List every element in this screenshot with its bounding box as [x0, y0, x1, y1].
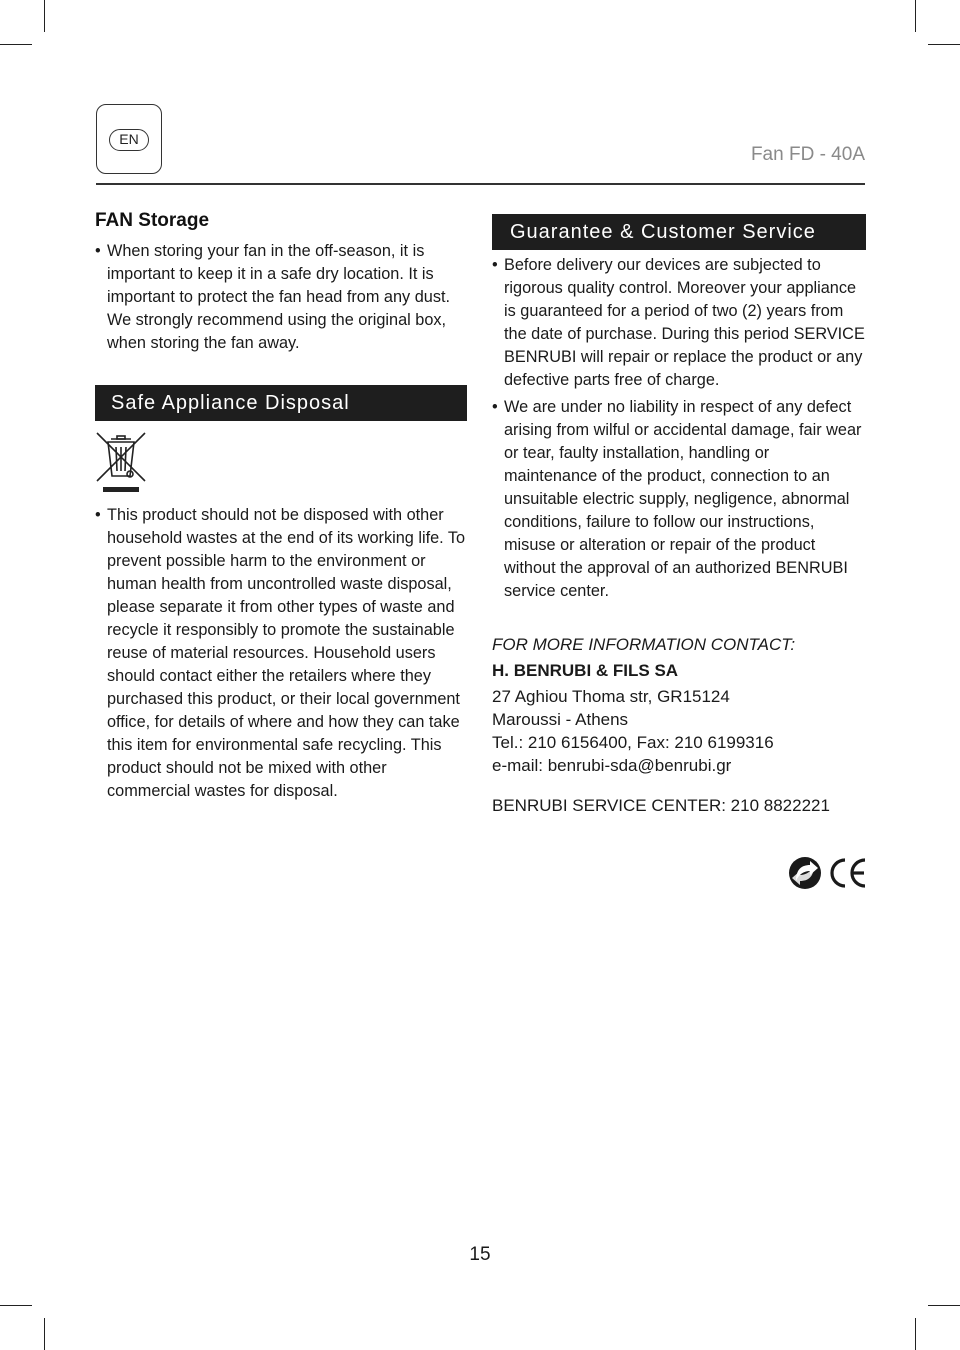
contact-address-street: 27 Aghiou Thoma str, GR15124	[492, 687, 730, 706]
left-column	[95, 210, 470, 803]
guarantee-text-2: • We are under no liability in respect of any defect arising from wilful or accidental damage, fair wear or tear, faulty installation, handling or maintenance of the product, connection to an unsuitable electric supply, negligence, abnormal conditions, failure to follow our instructions, misuse or alteration or repair of the product without the approval of an authorized BENRUBI service center.	[492, 396, 866, 603]
contact-phone: Tel.: 210 6156400, Fax: 210 6199316	[492, 733, 774, 752]
crop-mark	[928, 1305, 960, 1306]
language-code: EN	[109, 129, 149, 151]
contact-company: H. BENRUBI & FILS SA	[492, 661, 679, 680]
service-center: BENRUBI SERVICE CENTER: 210 8822221	[492, 796, 830, 815]
crop-mark	[915, 1318, 916, 1350]
crop-mark	[928, 44, 960, 45]
crop-mark	[915, 0, 916, 32]
crop-mark	[44, 0, 45, 32]
contact-address-city: Maroussi - Athens	[492, 710, 629, 729]
disposal-title: Safe Appliance Disposal	[95, 385, 467, 421]
header-divider	[96, 183, 865, 185]
guarantee-title: Guarantee & Customer Service	[492, 214, 866, 250]
contact-heading: FOR MORE INFORMATION CONTACT:	[492, 635, 796, 654]
storage-text: • When storing your fan in the off-season, it is important to keep it in a safe dry location. It is important to protect the fan head from any dust. We strongly recommend using the original box, when storing the fan away.	[95, 240, 470, 355]
ce-mark-icon	[832, 860, 865, 886]
crop-mark	[0, 1305, 32, 1306]
model-name: Fan FD - 40A	[750, 144, 865, 165]
page-number: 15	[469, 1244, 491, 1265]
right-column	[492, 214, 866, 817]
language-badge	[96, 104, 162, 174]
certification-logos	[788, 855, 868, 896]
crop-mark	[0, 44, 32, 45]
guarantee-text-1: • Before delivery our devices are subjected to rigorous quality control. Moreover your appliance is guaranteed for a period of two (2) years from the date of purchase. During this period SERVICE BENRUBI will repair or replace the product or any defective parts free of charge.	[492, 254, 866, 392]
contact-block	[492, 633, 866, 817]
green-dot-icon	[789, 857, 821, 889]
crop-mark	[44, 1318, 45, 1350]
contact-email: e-mail: benrubi-sda@benrubi.gr	[492, 756, 732, 775]
storage-title: FAN Storage	[95, 210, 210, 231]
disposal-text: • This product should not be disposed with other household wastes at the end of its working life. To prevent possible harm to the environment or human health from uncontrolled waste disposal, please separate it from other types of waste and recycle it responsibly to promote the sustainable reuse of material resources. Household users should contact either the retailers where they purchased this product, or their local government office, for details of where and how they can take this item for environmental safe recycling. This product should not be mixed with other commercial wastes for disposal.	[95, 504, 470, 803]
crossed-out-bin-icon	[95, 431, 147, 493]
